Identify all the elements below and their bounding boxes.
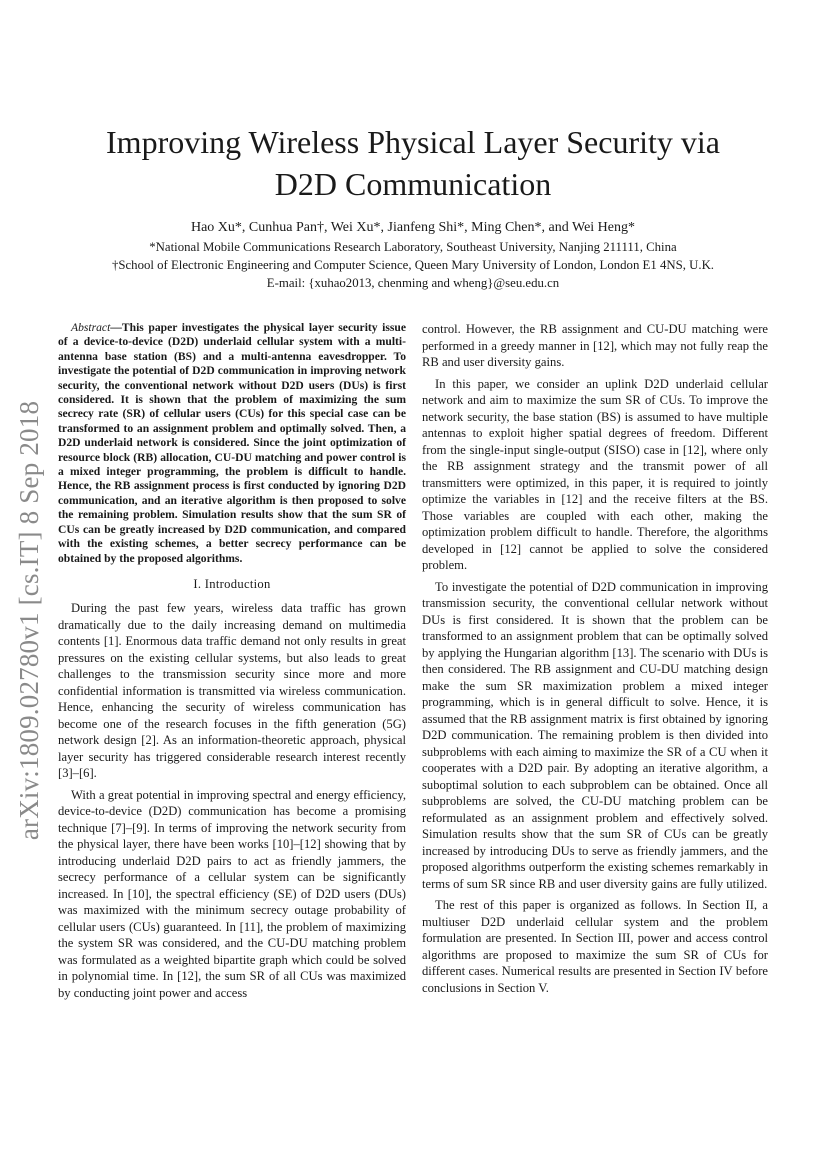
- abstract-label: Abstract: [71, 321, 111, 334]
- abstract: [58, 321, 406, 566]
- affiliation-2: †School of Electronic Engineering and Computer Science, Queen Mary University of London, London E1 4NS, U.K.: [111, 258, 715, 272]
- intro-paragraph: In this paper, we consider an uplink D2D underlaid cellular network and aim to maximize the sum SR of CUs. To improve the network security, the base station (BS) is assumed to have multiple antennas to exploit higher spatial degrees of freedom. Different from the single-input single-output (SISO) case in [12], where only the RB assignment strategy and the transmit power of all transmitters were optimized, in this paper, it is required to jointly optimize the variables in [12] and the receive filters at the BS. Those variables are coupled with each other, making the optimization problem difficult to handle. Therefore, the algorithms developed in [12] cannot be applied to solve the considered problem.: [422, 376, 768, 572]
- intro-paragraph: To investigate the potential of D2D communication in improving transmission security, the conventional cellular network without DUs is first considered. It is shown that the problem can be transformed to an assignment problem that can be optimally solved by applying the Hungarian algorithm [13]. The scenario with DUs is then considered. The RB assignment and CU-DU matching design make the sum SR maximization problem a mixed integer programming, which is in general difficult to solve. Hence, it is assumed that the RB assignment matrix is first obtained by ignoring D2D communication. The remaining problem is then divided into subproblems with each aiming to maximize the SR of a CU when it cooperates with a D2D pair. By adopting an iterative algorithm, a suboptimal solution to each subproblem can be obtained. Once all subproblems are solved, the CU-DU matching problem can be reformulated as an assignment problem and effectively solved. Simulation results show that the sum SR of CUs can be greatly increased by introducing DUs to serve as friendly jammers, and the proposed algorithms outperform the existing schemes remarkably in terms of sum SR since RB and user diversity gains are fully utilized.: [422, 579, 768, 891]
- title-line-2: D2D Communication: [274, 166, 552, 202]
- abstract-text: —This paper investigates the physical layer security issue of a device-to-device (D2D) underlaid cellular system with a multi-antenna base station (BS) and a multi-antenna eavesdropper. To investigate the potential of D2D communication in improving network security, the conventional network without D2D users (DUs) is first considered. It is shown that the problem of maximizing the sum secrecy rate (SR) of cellular users (CUs) for this special case can be transformed to an assignment problem and optimally solved. Then, a D2D underlaid network is considered. Since the joint optimization of resource block (RB) allocation, CU-DU matching and power control is a mixed integer programming, the problem is difficult to handle. Hence, the RB assignment process is first conducted by ignoring D2D communication, and an iterative algorithm is then proposed to solve the remaining problem. Simulation results show that the sum SR of CUs can be greatly increased by D2D communication, and compared with the existing schemes, a better secrecy performance can be obtained by the proposed algorithms.: [58, 321, 406, 565]
- title-line-1: Improving Wireless Physical Layer Security via: [106, 124, 720, 160]
- right-column: [422, 321, 768, 996]
- section-heading-introduction: I. Introduction: [193, 576, 271, 591]
- intro-paragraph: With a great potential in improving spectral and energy efficiency, device-to-device (D2D) communication has become a promising technique [7]–[9]. In terms of improving the network security from the physical layer, there have been works [10]–[12] showing that by introducing underlaid D2D pairs to act as friendly jammers, the secrecy performance of a cellular system can be significantly increased. In [10], the spectral efficiency (SE) of D2D users (DUs) was maximized with the minimum secrecy outage probability of cellular users (CUs) guaranteed. In [11], the problem of maximizing the system SR was considered, and the CU-DU matching problem was formulated as a weighted bipartite graph which could be solved in polynomial time. In [12], the sum SR of all CUs was maximized by conducting joint power and access: [58, 787, 406, 1000]
- intro-paragraph: During the past few years, wireless data traffic has grown dramatically due to the daily increasing demand on multimedia contents [1]. Enormous data traffic demand not only results in great pressures on the existing cellular systems, but also leads to great challenges to the transmission security since more and more confidential information is transmitted via wireless communication. Hence, enhancing the security of wireless communication has become one of the research focuses in the fifth generation (5G) network design [2]. As an information-theoretic approach, physical layer security has triggered considerable research interest recently [3]–[6].: [58, 601, 406, 781]
- paper-title: [70, 121, 756, 205]
- arxiv-sidebar: [8, 370, 52, 870]
- intro-paragraph: The rest of this paper is organized as follows. In Section II, a multiuser D2D underlaid cellular system and the problem formulation are presented. In Section III, power and access control algorithms are proposed to maximize the sum SR of CUs for different cases. Numerical results are presented in Section IV before conclusions in Section V.: [422, 898, 768, 995]
- left-column: [58, 321, 406, 1001]
- author-email: E-mail: {xuhao2013, chenming and wheng}@seu.edu.cn: [266, 276, 560, 290]
- affiliation-1: *National Mobile Communications Research Laboratory, Southeast University, Nanjing 211111, China: [149, 240, 677, 254]
- arxiv-identifier: arXiv:1809.02780v1 [cs.IT] 8 Sep 2018: [14, 400, 45, 840]
- author-list: Hao Xu*, Cunhua Pan†, Wei Xu*, Jianfeng Shi*, Ming Chen*, and Wei Heng*: [190, 220, 635, 235]
- intro-paragraph-continuation: control. However, the RB assignment and CU-DU matching were performed in a greedy manner in [12], which may not fully reap the RB and user diversity gains.: [422, 322, 768, 369]
